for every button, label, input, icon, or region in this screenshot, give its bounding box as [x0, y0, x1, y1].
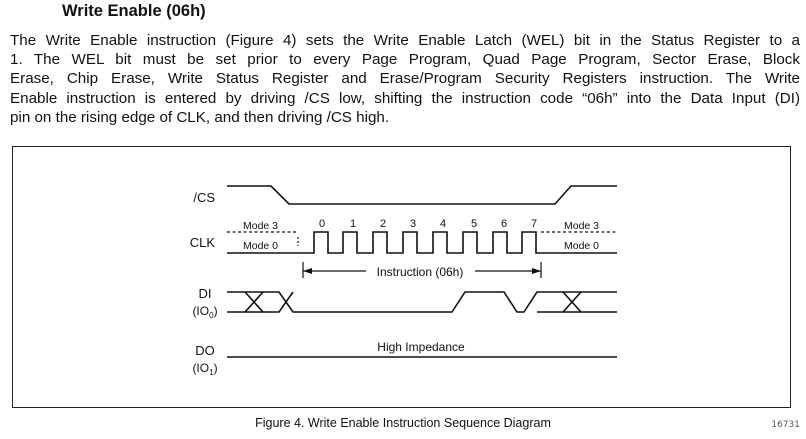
di-waveform — [227, 292, 617, 312]
clock-number-5: 5 — [470, 218, 478, 230]
mode0-left-label: Mode 0 — [243, 240, 279, 252]
instruction-label: Instruction (06h) — [376, 265, 464, 279]
instruction-arrow-right — [532, 268, 541, 274]
clock-number-4: 4 — [439, 218, 447, 230]
mode3-right-label: Mode 3 — [564, 220, 600, 232]
paragraph-line-1: The Write Enable instruction (Figure 4) sets the Write Enable Latch (WEL) bit in the Status Register to a — [10, 32, 800, 49]
clk-label: CLK — [189, 235, 215, 250]
do-state-label: High Impedance — [377, 340, 465, 354]
cs-waveform — [227, 186, 617, 204]
di-io-label: $(IO_0)$ — [192, 304, 218, 320]
clock-number-3: 3 — [409, 218, 417, 230]
page-reference: 16731 — [771, 420, 800, 430]
mode3-left-label: Mode 3 — [243, 220, 279, 232]
clock-number-6: 6 — [500, 218, 508, 230]
clock-number-7: 7 — [530, 218, 538, 230]
figure-caption: Figure 4. Write Enable Instruction Sequence Diagram — [255, 416, 551, 430]
paragraph-line-5: pin on the rising edge of CLK, and then driving /CS high. — [10, 108, 390, 126]
do-label: DO — [195, 343, 215, 358]
clk-waveform — [227, 232, 617, 253]
section-heading: Write Enable (06h) — [62, 2, 206, 20]
paragraph-line-2: 1. The WEL bit must be set prior to every Page Program, Quad Page Program, Sector Erase, Block — [10, 51, 800, 69]
di-label: DI — [198, 286, 212, 301]
mode0-right-label: Mode 0 — [564, 240, 600, 252]
clock-number-1: 1 — [349, 218, 357, 230]
clock-number-2: 2 — [379, 218, 387, 230]
paragraph-line-4: Enable instruction is entered by driving /CS low, shifting the instruction code “06h” into the Data Input (DI) — [10, 89, 800, 107]
cs-label: /CS — [193, 190, 215, 205]
instruction-arrow-left — [303, 268, 312, 274]
clock-number-0: 0 — [318, 218, 326, 230]
paragraph-line-3: Erase, Chip Erase, Write Status Register and Erase/Program Security Registers instruction. The Write — [10, 70, 800, 88]
do-io-label: $(IO_1)$ — [192, 361, 218, 377]
